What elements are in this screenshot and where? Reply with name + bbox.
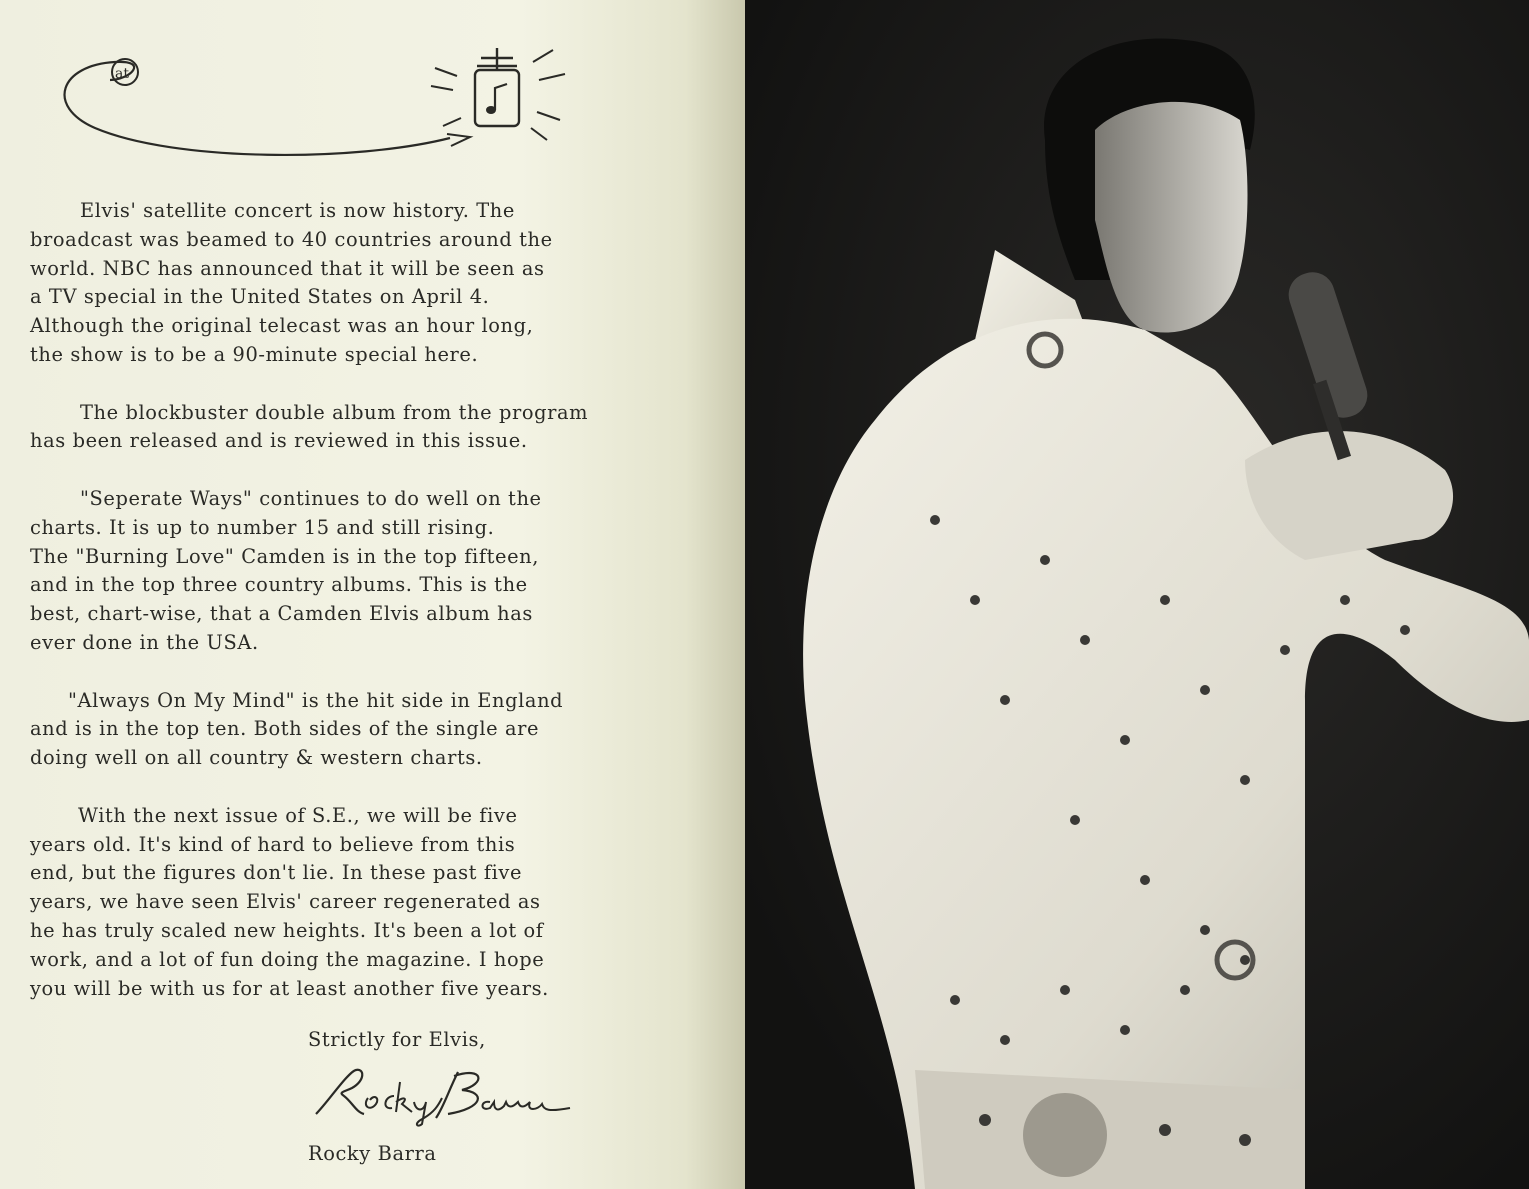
globe-satellite-doodle-icon: [55, 40, 595, 170]
paragraph-five-years: With the next issue of S.E., we will be five years old. It's kind of hard to believe from this end, but the figures don't lie. In these past five years, we have seen Elvis' career regenerated as he has truly scaled new heights. It's been a lot of work, and a lot of fun doing the magazine. I hope you will be with us for at least another five years.: [30, 803, 549, 1000]
handwritten-signature: [308, 1062, 578, 1128]
paragraph-seperate-ways: "Seperate Ways" continues to do well on the charts. It is up to number 15 and still rising. The "Burning Love" Camden is in the top fifteen, and in the top three country albums. This is the best, chart-wise, that a Camden Elvis album has ever done in the USA.: [30, 486, 542, 654]
left-page: [0, 0, 745, 1189]
signoff: Strictly for Elvis,: [308, 1028, 486, 1051]
paragraph-double-album: The blockbuster double album from the program has been released and is reviewed in this issue.: [30, 400, 589, 453]
performer-photo: [745, 0, 1529, 1189]
paragraph-always-on-my-mind: "Always On My Mind" is the hit side in England and is in the top ten. Both sides of the single are doing well on all country & western charts.: [30, 688, 564, 770]
right-page: [745, 0, 1529, 1189]
svg-text:at: at: [115, 66, 129, 82]
letter-body: [30, 197, 710, 1032]
signer-name: Rocky Barra: [308, 1142, 437, 1165]
paragraph-satellite-concert: Elvis' satellite concert is now history. The broadcast was beamed to 40 countries around the world. NBC has announced that it will be seen as a TV special in the United States on April 4. Although the original telecast was an hour long, the show is to be a 90-minute special here.: [30, 199, 553, 366]
